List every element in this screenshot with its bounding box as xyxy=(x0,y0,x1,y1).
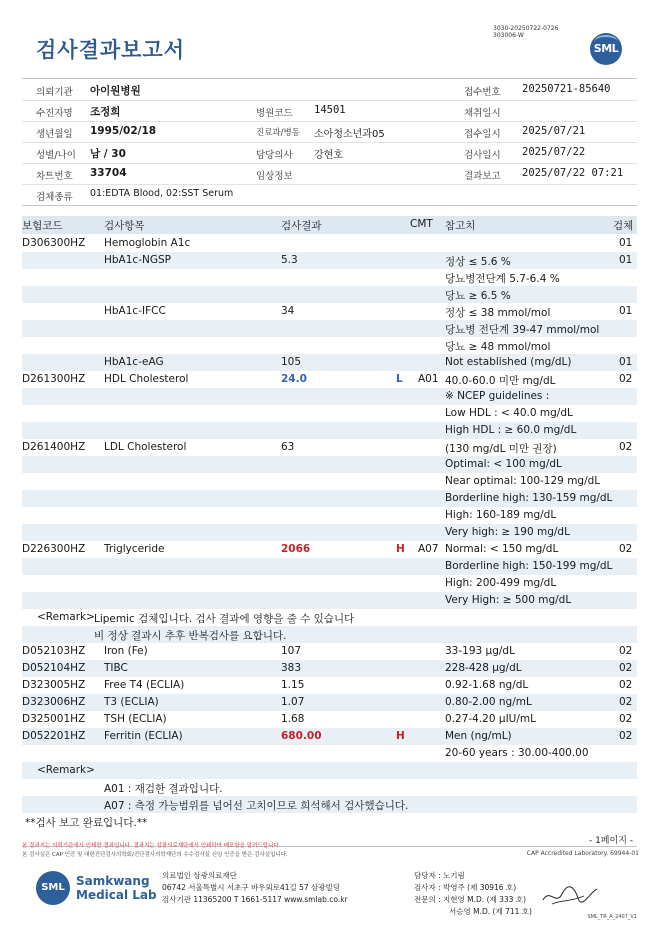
row-code: D226300HZ xyxy=(22,543,86,555)
row-test-name: HDL Cholesterol xyxy=(104,373,189,385)
remark-text-line2: 비 정상 결과시 추후 반복검사를 요합니다. xyxy=(94,630,287,642)
info-row xyxy=(22,184,637,206)
dob-value: 1995/02/18 xyxy=(90,125,157,137)
report-complete-text: **검사 보고 완료입니다.** xyxy=(25,817,148,829)
row-cmt: A07 xyxy=(418,543,439,555)
row-specimen: 02 xyxy=(619,713,633,725)
lab-name xyxy=(76,874,157,902)
row-result: 5.3 xyxy=(281,254,298,266)
requester-label: 의뢰기관 xyxy=(36,87,73,98)
row-reference: Very High: ≥ 500 mg/dL xyxy=(445,594,572,606)
specialist2-value: 서승영 M.D. (제 711 호) xyxy=(449,907,532,916)
remark-row xyxy=(22,779,637,796)
remark-row xyxy=(22,762,637,779)
header-cmt: CMT xyxy=(410,218,433,230)
row-reference: 정상 ≤ 38 mmol/mol xyxy=(445,307,551,319)
row-test-name: Hemoglobin A1c xyxy=(104,237,191,249)
row-specimen: 02 xyxy=(619,730,633,742)
header-code: 보험코드 xyxy=(22,220,63,232)
row-test-name: Ferritin (ECLIA) xyxy=(104,730,183,742)
row-reference: 0.92-1.68 ng/dL xyxy=(445,679,529,691)
staff-value: 노기림 xyxy=(443,871,465,880)
remark-row xyxy=(22,609,637,626)
report-label: 결과보고 xyxy=(464,171,501,182)
table-row xyxy=(22,303,637,320)
receipt-date-label: 접수일시 xyxy=(464,129,501,140)
remark-row xyxy=(22,626,637,643)
lab-org: 의료법인 삼광의료재단 xyxy=(162,871,237,880)
row-code: D261300HZ xyxy=(22,373,86,385)
row-reference: ※ NCEP guidelines : xyxy=(445,390,550,402)
table-row xyxy=(22,660,637,677)
dept-label: 진료과/병동 xyxy=(256,128,300,138)
table-row xyxy=(22,252,637,269)
row-reference: Borderline high: 150-199 mg/dL xyxy=(445,560,613,572)
row-reference: Borderline high: 130-159 mg/dL xyxy=(445,492,613,504)
test-date-label: 검사일시 xyxy=(464,150,501,161)
specimen-value: 01:EDTA Blood, 02:SST Serum xyxy=(90,188,234,199)
header-specimen: 검체 xyxy=(613,220,634,232)
row-reference: Men (ng/mL) xyxy=(445,730,512,742)
row-test-name: Triglyceride xyxy=(104,543,165,555)
row-test-name: HbA1c-NGSP xyxy=(104,254,171,266)
info-row xyxy=(22,79,637,101)
hospital-code-label: 병원코드 xyxy=(256,108,293,119)
page-number: - 1페이지 - xyxy=(588,836,633,846)
table-row xyxy=(22,541,637,558)
patient-label: 수진자명 xyxy=(36,108,73,119)
lab-name-line2: Medical Lab xyxy=(76,888,157,902)
table-row xyxy=(22,745,637,762)
info-row xyxy=(22,142,637,164)
table-row xyxy=(22,677,637,694)
row-test-name: Free T4 (ECLIA) xyxy=(104,679,185,691)
table-header xyxy=(22,216,637,234)
row-test-name: HbA1c-IFCC xyxy=(104,305,166,317)
header-result: 검사결과 xyxy=(281,220,322,232)
specialist-label: 전문의 : xyxy=(414,895,441,904)
row-reference: 당뇨병전단계 5.7-6.4 % xyxy=(445,273,560,285)
row-code: D052103HZ xyxy=(22,645,86,657)
table-row xyxy=(22,388,637,405)
row-cmt: A01 xyxy=(418,373,439,385)
table-row xyxy=(22,405,637,422)
table-row xyxy=(22,558,637,575)
row-flag: L xyxy=(396,373,403,385)
row-result: 24.0 xyxy=(281,373,307,385)
staff-block xyxy=(414,870,532,918)
specimen-label: 검체종류 xyxy=(36,192,73,203)
row-reference: Normal: < 150 mg/dL xyxy=(445,543,559,555)
lab-address: 06742 서울특별시 서초구 바우뫼로41길 57 삼광빌딩 xyxy=(162,883,341,892)
document-id-line1: 3030-20250722-0726 xyxy=(493,25,559,32)
requester-value: 아이원병원 xyxy=(90,85,141,97)
remark-row xyxy=(22,813,637,830)
row-reference: High: 200-499 mg/dL xyxy=(445,577,557,589)
header-ref: 참고치 xyxy=(445,220,476,232)
patient-info-section xyxy=(22,78,637,203)
row-reference: Near optimal: 100-129 mg/dL xyxy=(445,475,601,487)
row-reference: High HDL : ≥ 60.0 mg/dL xyxy=(445,424,577,436)
row-reference: Not established (mg/dL) xyxy=(445,356,572,368)
test-date-value: 2025/07/22 xyxy=(522,146,586,158)
receipt-no-value: 20250721-85640 xyxy=(522,83,611,95)
row-result: 680.00 xyxy=(281,730,322,742)
row-specimen: 01 xyxy=(619,254,633,266)
row-result: 1.68 xyxy=(281,713,305,725)
form-code: SML_TR_A_2407_V1 xyxy=(587,914,637,920)
row-specimen: 02 xyxy=(619,645,633,657)
table-row xyxy=(22,473,637,490)
samkwang-logo-icon xyxy=(36,871,70,905)
remark-label: <Remark> xyxy=(37,764,95,776)
row-result: 105 xyxy=(281,356,302,368)
row-code: D261400HZ xyxy=(22,441,86,453)
document-id xyxy=(493,25,558,39)
row-code: D323006HZ xyxy=(22,696,86,708)
cap-accreditation: CAP Accredited Laboratory. 69944-01 xyxy=(526,850,639,857)
table-row xyxy=(22,490,637,507)
table-row xyxy=(22,320,637,337)
document-id-line2: 303006-W xyxy=(493,32,524,39)
table-row xyxy=(22,235,637,252)
table-row xyxy=(22,728,637,745)
row-reference: 당뇨병 전단계 39-47 mmol/mol xyxy=(445,324,600,336)
hospital-code-value: 14501 xyxy=(314,104,346,116)
table-row xyxy=(22,354,637,371)
row-reference: 33-193 µg/dL xyxy=(445,645,515,657)
row-specimen: 02 xyxy=(619,696,633,708)
table-row xyxy=(22,439,637,456)
row-specimen: 01 xyxy=(619,237,633,249)
row-specimen: 01 xyxy=(619,305,633,317)
row-specimen: 02 xyxy=(619,441,633,453)
remark-label: <Remark> xyxy=(37,611,95,623)
row-result: 1.15 xyxy=(281,679,305,691)
chart-label: 차트번호 xyxy=(36,171,73,182)
patient-value: 조정희 xyxy=(90,106,121,118)
row-reference: Low HDL : < 40.0 mg/dL xyxy=(445,407,573,419)
row-reference: 정상 ≤ 5.6 % xyxy=(445,256,511,268)
header-name: 검사항목 xyxy=(104,220,145,232)
specialist1-value: 지현영 M.D. (제 333 호) xyxy=(443,895,526,904)
row-reference: 당뇨 ≥ 6.5 % xyxy=(445,290,511,302)
lab-address-block xyxy=(162,870,348,906)
row-code: D052104HZ xyxy=(22,662,86,674)
remark-a07: A07 : 측정 가능범위를 넘어선 고치이므로 희석해서 검사했습니다. xyxy=(104,800,409,812)
report-value: 2025/07/22 07:21 xyxy=(522,167,624,179)
chart-value: 33704 xyxy=(90,167,127,179)
row-result: 107 xyxy=(281,645,302,657)
row-code: D323005HZ xyxy=(22,679,86,691)
table-row xyxy=(22,456,637,473)
row-reference: 0.27-4.20 µIU/mL xyxy=(445,713,536,725)
row-flag: H xyxy=(396,730,405,742)
remark-text-line1: Lipemic 검체입니다. 검사 결과에 영향을 줄 수 있습니다 xyxy=(94,613,355,625)
row-test-name: T3 (ECLIA) xyxy=(104,696,159,708)
row-reference: 0.80-2.00 ng/mL xyxy=(445,696,532,708)
row-code: D325001HZ xyxy=(22,713,86,725)
row-test-name: TSH (ECLIA) xyxy=(104,713,167,725)
row-test-name: HbA1c-eAG xyxy=(104,356,164,368)
row-specimen: 01 xyxy=(619,356,633,368)
row-reference: Very high: ≥ 190 mg/dL xyxy=(445,526,570,538)
table-row xyxy=(22,711,637,728)
clinical-label: 임상정보 xyxy=(256,171,293,182)
table-row xyxy=(22,643,637,660)
row-specimen: 02 xyxy=(619,662,633,674)
table-row xyxy=(22,694,637,711)
row-result: 383 xyxy=(281,662,302,674)
table-row xyxy=(22,575,637,592)
lab-name-line1: Samkwang xyxy=(76,874,150,888)
info-row xyxy=(22,121,637,143)
dob-label: 생년월일 xyxy=(36,129,73,140)
row-reference: 당뇨 ≥ 48 mmol/mol xyxy=(445,341,551,353)
dept-value: 소아청소년과05 xyxy=(314,129,385,140)
remark-row xyxy=(22,796,637,813)
row-result: 34 xyxy=(281,305,295,317)
footer-notice1: 본 결과지는 의뢰기관에서 인쇄한 결과입니다. 결과지는 삼광의료재단에서 인쇄하여 배포함을 알려드립니다. xyxy=(22,843,281,849)
signature-icon xyxy=(540,880,600,910)
sex-age-label: 성별/나이 xyxy=(36,150,76,161)
collect-label: 채취일시 xyxy=(464,108,501,119)
row-reference: 40.0-60.0 미만 mg/dL xyxy=(445,375,556,387)
table-row xyxy=(22,592,637,609)
page-title: 검사결과보고서 xyxy=(36,38,186,62)
row-test-name: Iron (Fe) xyxy=(104,645,148,657)
row-test-name: TIBC xyxy=(104,662,128,674)
row-result: 63 xyxy=(281,441,295,453)
receipt-date-value: 2025/07/21 xyxy=(522,125,586,137)
sml-logo-icon xyxy=(590,33,622,65)
row-reference: (130 mg/dL 미만 권장) xyxy=(445,443,557,455)
row-result: 2066 xyxy=(281,543,311,555)
tester-label: 검사자 : xyxy=(414,883,441,892)
footer-notice2: 본 검사실은 CAP 인증 및 대한진단검사의학회/진단검사의학재단의 우수검사실 신임 인증을 받은 검사실입니다. xyxy=(22,852,288,858)
row-specimen: 02 xyxy=(619,543,633,555)
row-reference: 228-428 µg/dL xyxy=(445,662,522,674)
sex-age-value: 남 / 30 xyxy=(90,148,126,160)
sml-logo-text: SML xyxy=(593,42,619,55)
tester-value: 박영주 (제 30916 호) xyxy=(443,883,517,892)
samkwang-logo-text: SML xyxy=(41,882,65,893)
row-code: D052201HZ xyxy=(22,730,86,742)
table-row xyxy=(22,269,637,286)
row-reference: 20-60 years : 30.00-400.00 xyxy=(445,747,589,759)
table-row xyxy=(22,524,637,541)
row-specimen: 02 xyxy=(619,679,633,691)
staff-label: 담당자 : xyxy=(414,871,441,880)
row-reference: Optimal: < 100 mg/dL xyxy=(445,458,562,470)
row-specimen: 02 xyxy=(619,373,633,385)
table-row xyxy=(22,371,637,388)
row-test-name: LDL Cholesterol xyxy=(104,441,187,453)
row-code: D306300HZ xyxy=(22,237,86,249)
receipt-no-label: 접수번호 xyxy=(464,87,501,98)
info-row xyxy=(22,163,637,185)
row-result: 1.07 xyxy=(281,696,305,708)
row-flag: H xyxy=(396,543,405,555)
remark-a01: A01 : 재검한 결과입니다. xyxy=(104,783,223,795)
table-row xyxy=(22,286,637,303)
table-row xyxy=(22,422,637,439)
lab-contact: 검사기관 11365200 T 1661-5117 www.smlab.co.kr xyxy=(162,895,348,904)
table-row xyxy=(22,337,637,354)
info-row xyxy=(22,100,637,122)
table-row xyxy=(22,507,637,524)
doctor-value: 강현호 xyxy=(314,150,343,161)
row-reference: High: 160-189 mg/dL xyxy=(445,509,557,521)
doctor-label: 담당의사 xyxy=(256,150,293,161)
